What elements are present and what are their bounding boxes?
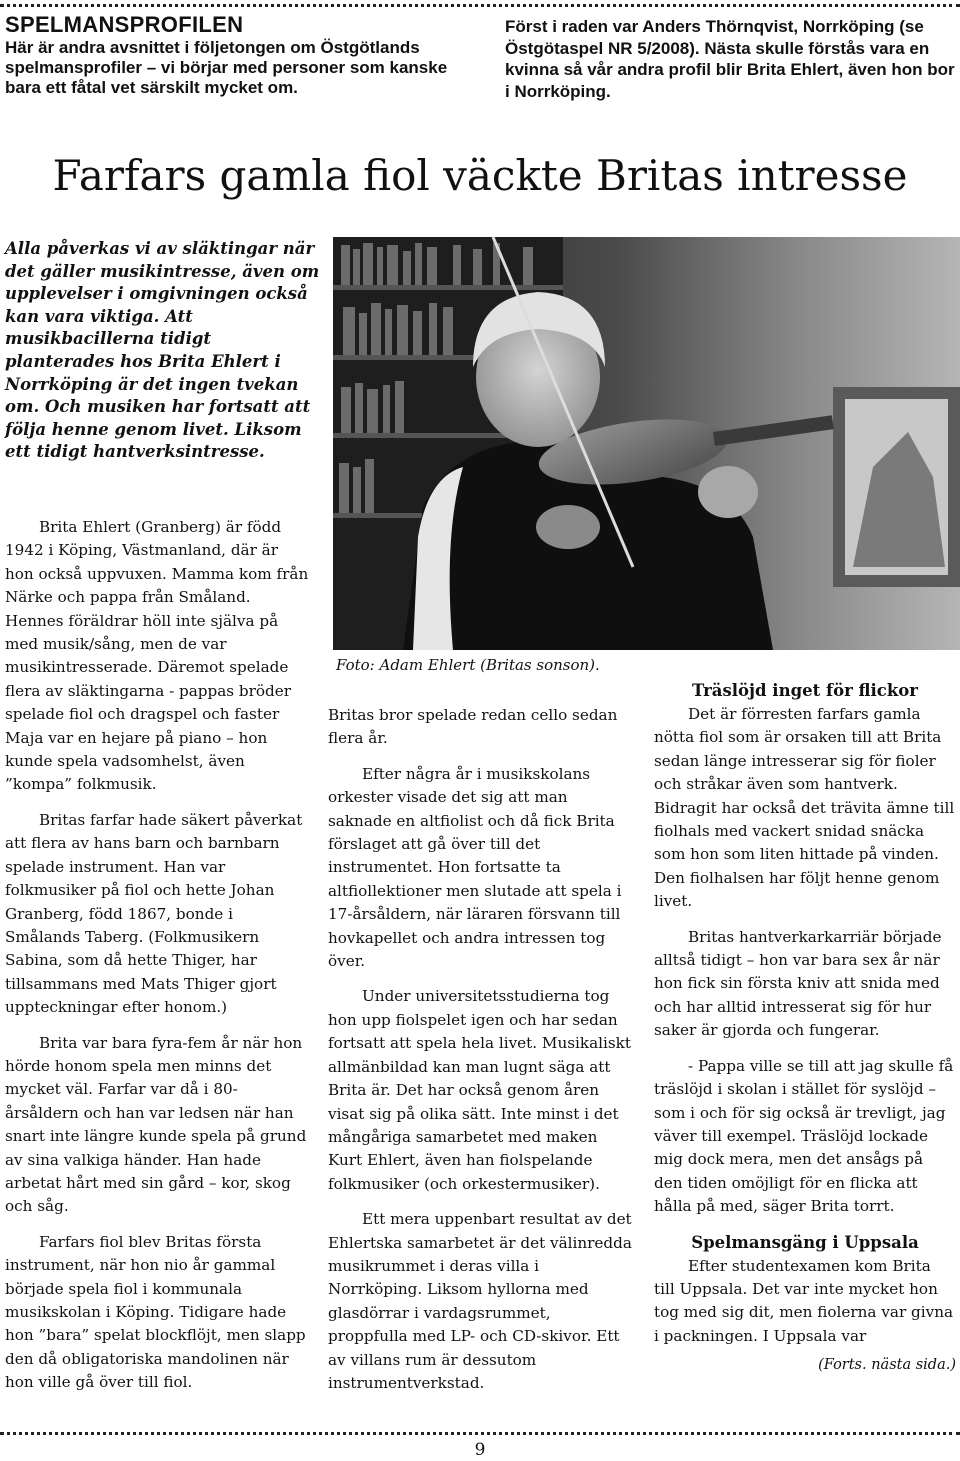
body-paragraph: Brita var bara fyra-fem år när hon hörde honom spela men minns det mycket väl. Farfar var då i 80-årsåldern och han var ledsen när han snart inte längre kunde spela på grund av sina valkiga händer. Han hade arbetat hårt med sin gård – kor, skog och såg. bbox=[5, 1033, 307, 1216]
body-paragraph: Ett mera uppenbart resultat av det Ehlertska samarbetet är det välinredda musikrummet i deras villa i Norrköping. Liksom hyllorna med glasdörrar i vardagsrummet, proppfulla med LP- och CD-skivor. Ett av villans rum är dessutom instrumentverkstad. bbox=[328, 1210, 632, 1392]
body-paragraph: Efter studentexamen kom Brita till Uppsala. Det var inte mycket hon tog med sig dit, men fiolerna var givna i packningen. I Uppsala var bbox=[654, 1256, 954, 1345]
body-paragraph: Britas farfar hade säkert påverkat att flera av hans barn och barnbarn spelade instrument. Han var folkmusiker på fiol och hette Johan Granberg, född 1867, bonde i Smålands Taberg. (Folkmusikern Sabina, som då hette Thiger, har tillsammans med Mats Thiger gjort uppteckningar efter honom.) bbox=[5, 810, 303, 1017]
right-hand bbox=[536, 505, 600, 549]
body-paragraph: Brita Ehlert (Granberg) är född 1942 i Köping, Västmanland, där är hon också uppvuxen. Mamma kom från Närke och pappa från Småland. Hennes föräldrar höll inte själva på med musik/sång, men de var musikintresserade. Däremot spelade flera av släktingarna - pappas bröder spelade fiol och dragspel och faster Maja var en hejare på piano – hon kunde spela vadsomhelst, även ”kompa” folkmusik. bbox=[5, 518, 309, 794]
body-column-2 bbox=[328, 704, 633, 1407]
body-column-3 bbox=[654, 679, 956, 1390]
series-note: Först i raden var Anders Thörnqvist, Norrköping (se Östgötaspel NR 5/2008). Nästa skulle förstås vara en kvinna så vår andra profil blir Brita Ehlert, även hon bor i Norrköping. bbox=[505, 17, 955, 101]
section-kicker: SPELMANSPROFILEN bbox=[5, 12, 244, 37]
page-number: 9 bbox=[474, 1440, 486, 1460]
photo-woman-playing-violin bbox=[333, 237, 960, 650]
body-paragraph: Efter några år i musikskolans orkester visade det sig att man saknade en altfiolist och då fick Brita förslaget att gå över till det instrumentet. Hon fortsatte ta altfiollektioner men slutade att spela i 17-årsåldern, när läraren försvann till hovkapellet och andra intressen tog över. bbox=[328, 764, 622, 971]
article-headline: Farfars gamla fiol väckte Britas intresse bbox=[52, 151, 908, 200]
article-lead: Alla påverkas vi av släktingar när det gäller musikintresse, även om upplevelser i omgivningen också kan vara viktiga. Att musikbacillerna tidigt planterades hos Brita Ehlert i Norrköping är det ingen tvekan om. Och musiken har fortsatt att följa henne genom livet. Liksom ett tidigt hantverksintresse. bbox=[5, 239, 320, 462]
left-hand bbox=[698, 466, 758, 518]
body-paragraph: Under universitetsstudierna tog hon upp fiolspelet igen och har sedan fortsatt att spela hela livet. Musikaliskt allmänbildad kan man lugnt säga att Brita är. Det har också genom åren visat sig på olika sätt. Inte minst i det mångåriga samarbetet med maken Kurt Ehlert, även han fiolspelande folkmusiker (och orkestermusiker). bbox=[328, 987, 631, 1193]
painting bbox=[833, 387, 960, 587]
body-column-1 bbox=[5, 516, 310, 1407]
body-paragraph: Det är förresten farfars gamla nötta fiol som är orsaken till att Brita sedan länge intresserar sig för fioler och stråkar även som hantverk. Bidragit har också det trävita ämne till fiolhals med vackert snidad snäcka som hon som liten hittade på vinden. Den fiolhalsen har följt henne genom livet. bbox=[654, 705, 955, 911]
bottom-dotted-rule bbox=[0, 1432, 960, 1435]
body-paragraph: Britas hantverkarkarriär började alltså tidigt – hon var bara sex år när hon fick sin första kniv att snida med och har alltid intresserat sig för hur saker är gjorda och fungerar. bbox=[654, 927, 942, 1040]
series-intro: Här är andra avsnittet i följetongen om Östgötlands spelmansprofiler – vi börjar med personer som kanske bara ett fåtal vet särskilt mycket om. bbox=[5, 38, 448, 97]
body-paragraph: Farfars fiol blev Britas första instrument, när hon nio år gammal började spela fiol i kommunala musikskolan i Köping. Tidigare hade hon ”bara” spelat blockflöjt, men slapp den då obligatoriska mandolinen när hon ville gå över till fiol. bbox=[5, 1232, 306, 1392]
series-header bbox=[5, 12, 475, 98]
subheading-traslojd: Träslöjd inget för flickor bbox=[692, 681, 918, 700]
continued-note: (Forts. nästa sida.) bbox=[818, 1357, 956, 1374]
body-paragraph: Britas bror spelade redan cello sedan flera år. bbox=[328, 706, 618, 748]
subheading-spelmansgang: Spelmansgäng i Uppsala bbox=[691, 1232, 919, 1252]
top-dotted-rule bbox=[0, 4, 960, 7]
photo-caption: Foto: Adam Ehlert (Britas sonson). bbox=[336, 656, 600, 674]
body-paragraph: - Pappa ville se till att jag skulle få träslöjd i skolan i stället för syslöjd – som i och för sig också är trevligt, jag väver till exempel. Träslöjd lockade mig dock mera, men det ansågs på den tiden omöjligt för en flicka att hålla på med, säger Brita torrt. bbox=[654, 1056, 954, 1216]
